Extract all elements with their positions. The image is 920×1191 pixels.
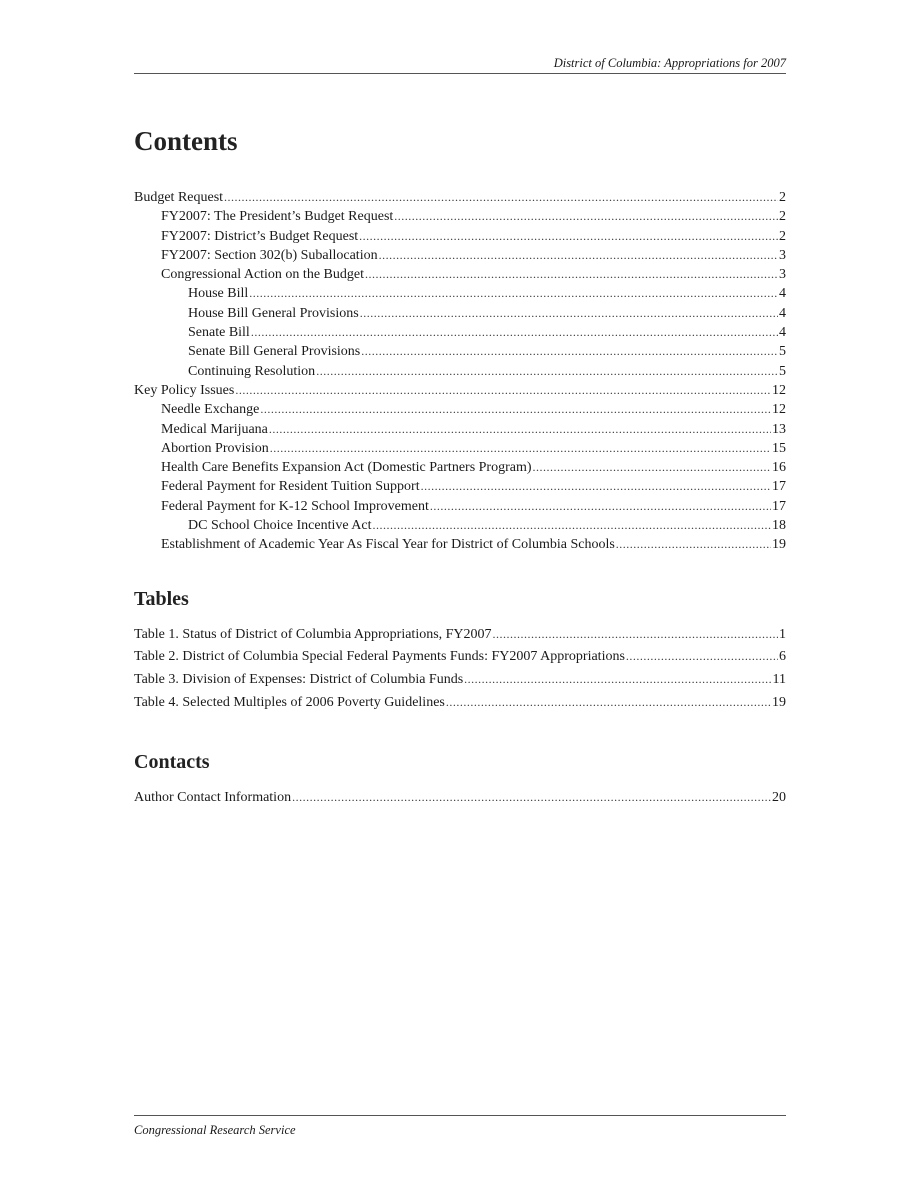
- toc-entry[interactable]: [134, 458, 786, 477]
- toc-entry[interactable]: [134, 207, 786, 226]
- dot-leader: [446, 693, 771, 712]
- toc-entry-title: Congressional Action on the Budget: [161, 267, 364, 283]
- dot-leader: [292, 788, 771, 807]
- toc-entry-page: 16: [772, 460, 786, 476]
- contacts-heading: Contacts: [134, 750, 210, 773]
- toc-entry[interactable]: [134, 420, 786, 439]
- toc-entry-page: 13: [772, 421, 786, 437]
- toc-entry-page: 4: [779, 286, 786, 302]
- toc-entry[interactable]: [134, 516, 786, 535]
- toc-entry-page: 17: [772, 498, 786, 514]
- footer-text: Congressional Research Service: [134, 1123, 296, 1137]
- toc-entry[interactable]: [134, 188, 786, 207]
- table-entry[interactable]: [134, 625, 786, 644]
- dot-leader: [251, 323, 778, 342]
- toc-entry-page: 3: [779, 267, 786, 283]
- toc-entry-title: Key Policy Issues: [134, 382, 235, 398]
- toc-entry[interactable]: [134, 284, 786, 303]
- toc-entry-page: 15: [772, 440, 786, 456]
- table-entry-page: 11: [772, 672, 786, 688]
- dot-leader: [533, 458, 771, 477]
- table-entry-page: 6: [779, 649, 786, 665]
- toc-entry[interactable]: [134, 535, 786, 554]
- toc-entry[interactable]: [134, 304, 786, 323]
- toc-entry[interactable]: [134, 381, 786, 400]
- toc-entry-page: 12: [772, 382, 786, 398]
- table-entry[interactable]: [134, 693, 786, 712]
- toc-entry-page: 18: [772, 518, 786, 534]
- dot-leader: [616, 535, 771, 554]
- contents-heading: Contents: [134, 126, 238, 156]
- table-entry[interactable]: [134, 647, 786, 666]
- toc-entry-title: Continuing Resolution: [188, 363, 316, 379]
- toc-entry-title: Medical Marijuana: [161, 421, 268, 437]
- toc-entry-page: 4: [779, 325, 786, 341]
- dot-leader: [373, 516, 771, 535]
- contact-entry-page: 20: [772, 789, 786, 805]
- dot-leader: [421, 477, 771, 496]
- toc-entry[interactable]: [134, 400, 786, 419]
- toc-entry-title: Senate Bill General Provisions: [188, 344, 361, 360]
- toc-entry-title: Establishment of Academic Year As Fiscal Year for District of Columbia Schools: [161, 537, 615, 553]
- toc-entry[interactable]: [134, 342, 786, 361]
- toc-entry-title: FY2007: The President’s Budget Request: [161, 209, 394, 225]
- dot-leader: [360, 304, 778, 323]
- toc-entry-page: 5: [779, 344, 786, 360]
- contents-list: [134, 188, 786, 555]
- toc-entry-title: FY2007: District’s Budget Request: [161, 228, 359, 244]
- dot-leader: [430, 497, 771, 516]
- header-title: District of Columbia: Appropriations for 2007: [553, 56, 786, 70]
- toc-entry[interactable]: [134, 246, 786, 265]
- dot-leader: [235, 381, 771, 400]
- contact-entry[interactable]: [134, 788, 786, 807]
- toc-entry[interactable]: [134, 497, 786, 516]
- contacts-list: [134, 788, 786, 807]
- toc-entry-title: Needle Exchange: [161, 402, 260, 418]
- running-footer: [134, 1115, 786, 1138]
- toc-entry-title: FY2007: Section 302(b) Suballocation: [161, 247, 378, 263]
- toc-entry-page: 19: [772, 537, 786, 553]
- table-entry-page: 1: [779, 626, 786, 642]
- tables-list: [134, 625, 786, 713]
- toc-entry-title: Health Care Benefits Expansion Act (Domestic Partners Program): [161, 460, 532, 476]
- table-entry[interactable]: [134, 670, 786, 689]
- dot-leader: [464, 670, 771, 689]
- table-entry-title: Table 4. Selected Multiples of 2006 Poverty Guidelines: [134, 695, 445, 711]
- toc-entry-title: Federal Payment for K-12 School Improvement: [161, 498, 429, 514]
- toc-entry-title: House Bill General Provisions: [188, 305, 359, 321]
- toc-entry[interactable]: [134, 227, 786, 246]
- dot-leader: [224, 188, 778, 207]
- toc-entry-page: 2: [779, 209, 786, 225]
- toc-entry[interactable]: [134, 323, 786, 342]
- dot-leader: [365, 265, 778, 284]
- toc-entry-page: 2: [779, 228, 786, 244]
- toc-entry-title: DC School Choice Incentive Act: [188, 518, 372, 534]
- dot-leader: [394, 207, 778, 226]
- toc-entry[interactable]: [134, 265, 786, 284]
- table-entry-title: Table 2. District of Columbia Special Federal Payments Funds: FY2007 Appropriations: [134, 649, 625, 665]
- dot-leader: [359, 227, 778, 246]
- toc-entry-page: 12: [772, 402, 786, 418]
- tables-heading: Tables: [134, 587, 189, 610]
- toc-entry[interactable]: [134, 439, 786, 458]
- toc-entry-page: 3: [779, 247, 786, 263]
- toc-entry-page: 4: [779, 305, 786, 321]
- dot-leader: [260, 400, 771, 419]
- toc-entry[interactable]: [134, 362, 786, 381]
- dot-leader: [269, 420, 771, 439]
- toc-entry-title: Senate Bill: [188, 325, 250, 341]
- dot-leader: [249, 284, 778, 303]
- dot-leader: [270, 439, 771, 458]
- table-entry-title: Table 1. Status of District of Columbia Appropriations, FY2007: [134, 626, 492, 642]
- toc-entry-title: House Bill: [188, 286, 249, 302]
- dot-leader: [493, 625, 778, 644]
- toc-entry[interactable]: [134, 477, 786, 496]
- dot-leader: [379, 246, 778, 265]
- table-entry-page: 19: [772, 695, 786, 711]
- toc-entry-title: Abortion Provision: [161, 440, 269, 456]
- toc-entry-page: 2: [779, 190, 786, 205]
- contact-entry-title: Author Contact Information: [134, 789, 292, 805]
- running-header: [134, 55, 786, 74]
- table-entry-title: Table 3. Division of Expenses: District of Columbia Funds: [134, 672, 464, 688]
- toc-entry-title: Federal Payment for Resident Tuition Support: [161, 479, 420, 495]
- dot-leader: [626, 647, 778, 666]
- toc-entry-title: Budget Request: [134, 190, 224, 205]
- dot-leader: [316, 362, 778, 381]
- dot-leader: [361, 342, 778, 361]
- toc-entry-page: 17: [772, 479, 786, 495]
- toc-entry-page: 5: [779, 363, 786, 379]
- page-content: [134, 124, 786, 811]
